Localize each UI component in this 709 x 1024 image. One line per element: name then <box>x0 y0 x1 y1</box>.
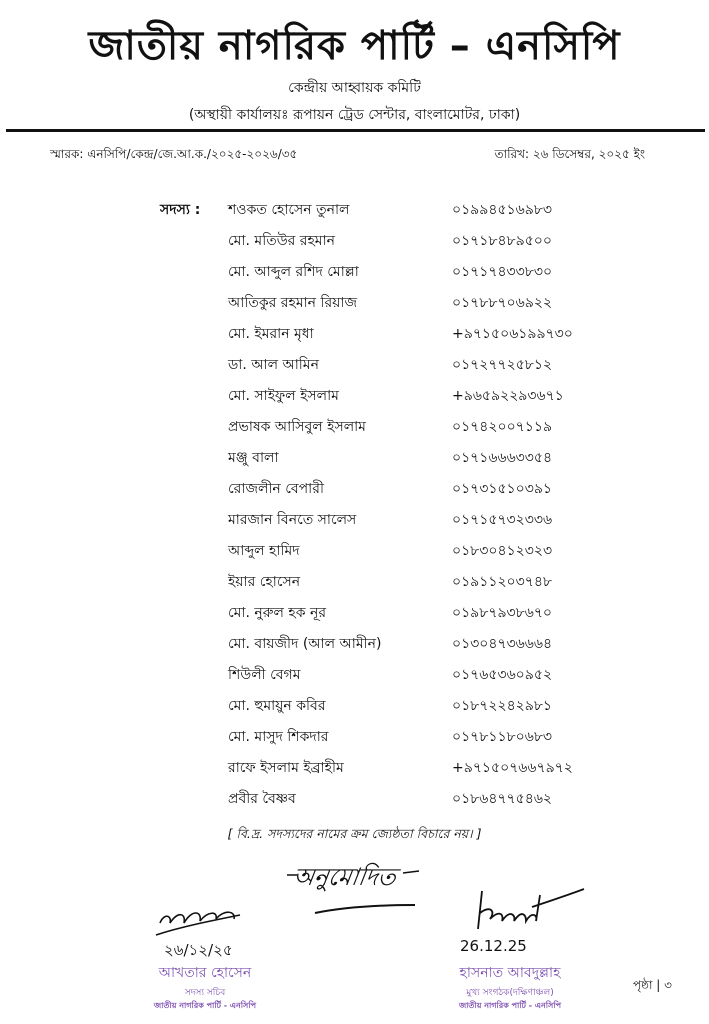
member-row <box>228 477 588 501</box>
member-row <box>228 415 588 439</box>
member-phone: ০১৭১৫৭৩২৩৩৬ <box>452 512 553 528</box>
member-phone: ০১৮৭২২৪২৯৮১ <box>452 698 553 714</box>
member-phone: +৯৬৫৯২২৯৩৬৭১ <box>452 388 564 404</box>
office-address: (অস্থায়ী কার্যালয়ঃ রূপায়ন ট্রেড সেন্টার, বাংলামোটর, ঢাকা) <box>188 107 521 123</box>
member-phone: ০১৯৯৪৫১৬৯৮৩ <box>452 202 552 218</box>
member-phone: ০১৭৩১৫১০৩৯১ <box>452 481 553 497</box>
member-phone: ০১৭২৭৭২৫৮১২ <box>452 357 553 373</box>
member-name: ইয়ার হোসেন <box>228 574 301 590</box>
signatory-org: জাতীয় নাগরিক পার্টি - এনসিপি <box>458 1001 562 1010</box>
member-phone: ০১৭৪২০০৭১১৯ <box>452 419 553 435</box>
member-name: রোজলীন বেপারী <box>228 481 324 497</box>
member-name: আব্দুল হামিদ <box>228 543 300 559</box>
member-row <box>228 694 588 718</box>
member-name: মো. মতিউর রহমান <box>228 233 335 249</box>
approval-signature <box>285 855 425 925</box>
member-phone: ০১৯১১২০৩৭৪৮ <box>452 574 553 590</box>
member-name: মো. বায়জীদ (আল আমীন) <box>228 636 382 652</box>
member-phone: ০১৮৬৪৭৭৫৪৬২ <box>452 791 553 807</box>
member-row <box>228 353 588 377</box>
signatory-designation: মুখ্য সংগঠক(দক্ষিণাঞ্চল) <box>466 988 554 998</box>
signatory-designation: সদস্য সচিব <box>184 988 226 998</box>
member-row <box>228 601 588 625</box>
member-name: আতিকুর রহমান রিয়াজ <box>228 295 358 311</box>
member-phone: ০১৭১৭৪৩৩৮৩০ <box>452 264 553 280</box>
signatory-org: জাতীয় নাগরিক পার্টি - এনসিপি <box>153 1001 257 1010</box>
signatory-name: হাসনাত আবদুল্লাহ <box>459 965 561 981</box>
member-phone: ০১৩০৪৭৩৬৬৬৪ <box>452 636 553 652</box>
members-label: সদস্য : <box>160 202 201 218</box>
footnote: [ বি.দ্র. সদস্যদের নামের ক্রম জ্যেষ্ঠতা বিচারে নয়। ] <box>227 826 482 841</box>
member-row <box>228 291 588 315</box>
member-name: প্রভাষক আসিবুল ইসলাম <box>228 419 366 435</box>
committee-subtitle: কেন্দ্রীয় আহ্বায়ক কমিটি <box>288 80 421 96</box>
member-phone: ০১৭৮১১৮০৬৮৩ <box>452 729 553 745</box>
member-row <box>228 508 588 532</box>
member-row <box>228 229 588 253</box>
member-phone: +৯৭১৫০৭৬৬৭৯৭২ <box>452 760 573 776</box>
reference-number: স্মারক: এনসিপি/কেন্দ্র/জে.আ.ক./২০২৫-২০২৬/৩৫ <box>50 147 298 161</box>
member-name: মো. আব্দুল রশিদ মোল্লা <box>228 264 359 280</box>
right-signatory-stamp <box>430 961 590 1013</box>
member-phone: ০১৭১৮৪৮৯৫০০ <box>452 233 553 249</box>
member-phone: ০১৮৩০৪১২৩২৩ <box>452 543 553 559</box>
member-row <box>228 756 588 780</box>
member-name: প্রবীর বৈষ্ণব <box>228 791 296 807</box>
member-name: রাফে ইসলাম ইব্রাহীম <box>228 760 344 776</box>
left-signatory-stamp <box>130 961 280 1013</box>
member-phone: ০১৭৮৮৭০৬৯২২ <box>452 295 553 311</box>
member-row <box>228 787 588 811</box>
left-signature <box>150 905 270 961</box>
member-row <box>228 384 588 408</box>
member-name: মঞ্জু বালা <box>228 450 279 466</box>
right-signature-date: 26.12.25 <box>460 937 527 955</box>
signatory-name: আখতার হোসেন <box>158 965 252 981</box>
member-name: মো. মাসুদ শিকদার <box>228 729 329 745</box>
member-phone: +৯৭১৫০৬১৯৯৭৩০ <box>452 326 573 342</box>
member-row <box>228 446 588 470</box>
member-row <box>228 570 588 594</box>
member-phone: ০১৭৬৫৩৬০৯৫২ <box>452 667 553 683</box>
header-divider <box>6 129 705 132</box>
member-name: মো. হুমায়ুন কবির <box>228 698 326 714</box>
member-name: শিউলী বেগম <box>228 667 301 683</box>
member-row <box>228 663 588 687</box>
approval-signature-text: অনুমোদিত <box>291 863 398 891</box>
member-row <box>228 322 588 346</box>
member-phone: ০১৭১৬৬৬৩৩৫৪ <box>452 450 553 466</box>
member-name: শওকত হোসেন তুনাল <box>228 202 350 218</box>
member-row <box>228 632 588 656</box>
member-name: মো. নুরুল হক নূর <box>228 605 327 621</box>
member-phone: ০১৯৮৭৯৩৮৬৭০ <box>452 605 553 621</box>
member-name: ডা. আল আমিন <box>228 357 319 373</box>
member-row <box>228 725 588 749</box>
right-signature <box>460 885 590 961</box>
member-row <box>228 539 588 563</box>
page-number: পৃষ্ঠা | ৩ <box>633 978 672 992</box>
party-title: জাতীয় নাগরিক পার্টি – এনসিপি <box>88 23 621 69</box>
member-row <box>228 260 588 284</box>
left-signature-date: ২৬/১২/২৫ <box>164 941 233 959</box>
member-name: মো. ইমরান মৃধা <box>228 326 314 342</box>
member-row <box>228 198 588 222</box>
member-name: মারজান বিনতে সালেস <box>228 512 357 528</box>
member-name: মো. সাইফুল ইসলাম <box>228 388 339 404</box>
document-date: তারিখ: ২৬ ডিসেম্বর, ২০২৫ ইং <box>494 147 645 161</box>
